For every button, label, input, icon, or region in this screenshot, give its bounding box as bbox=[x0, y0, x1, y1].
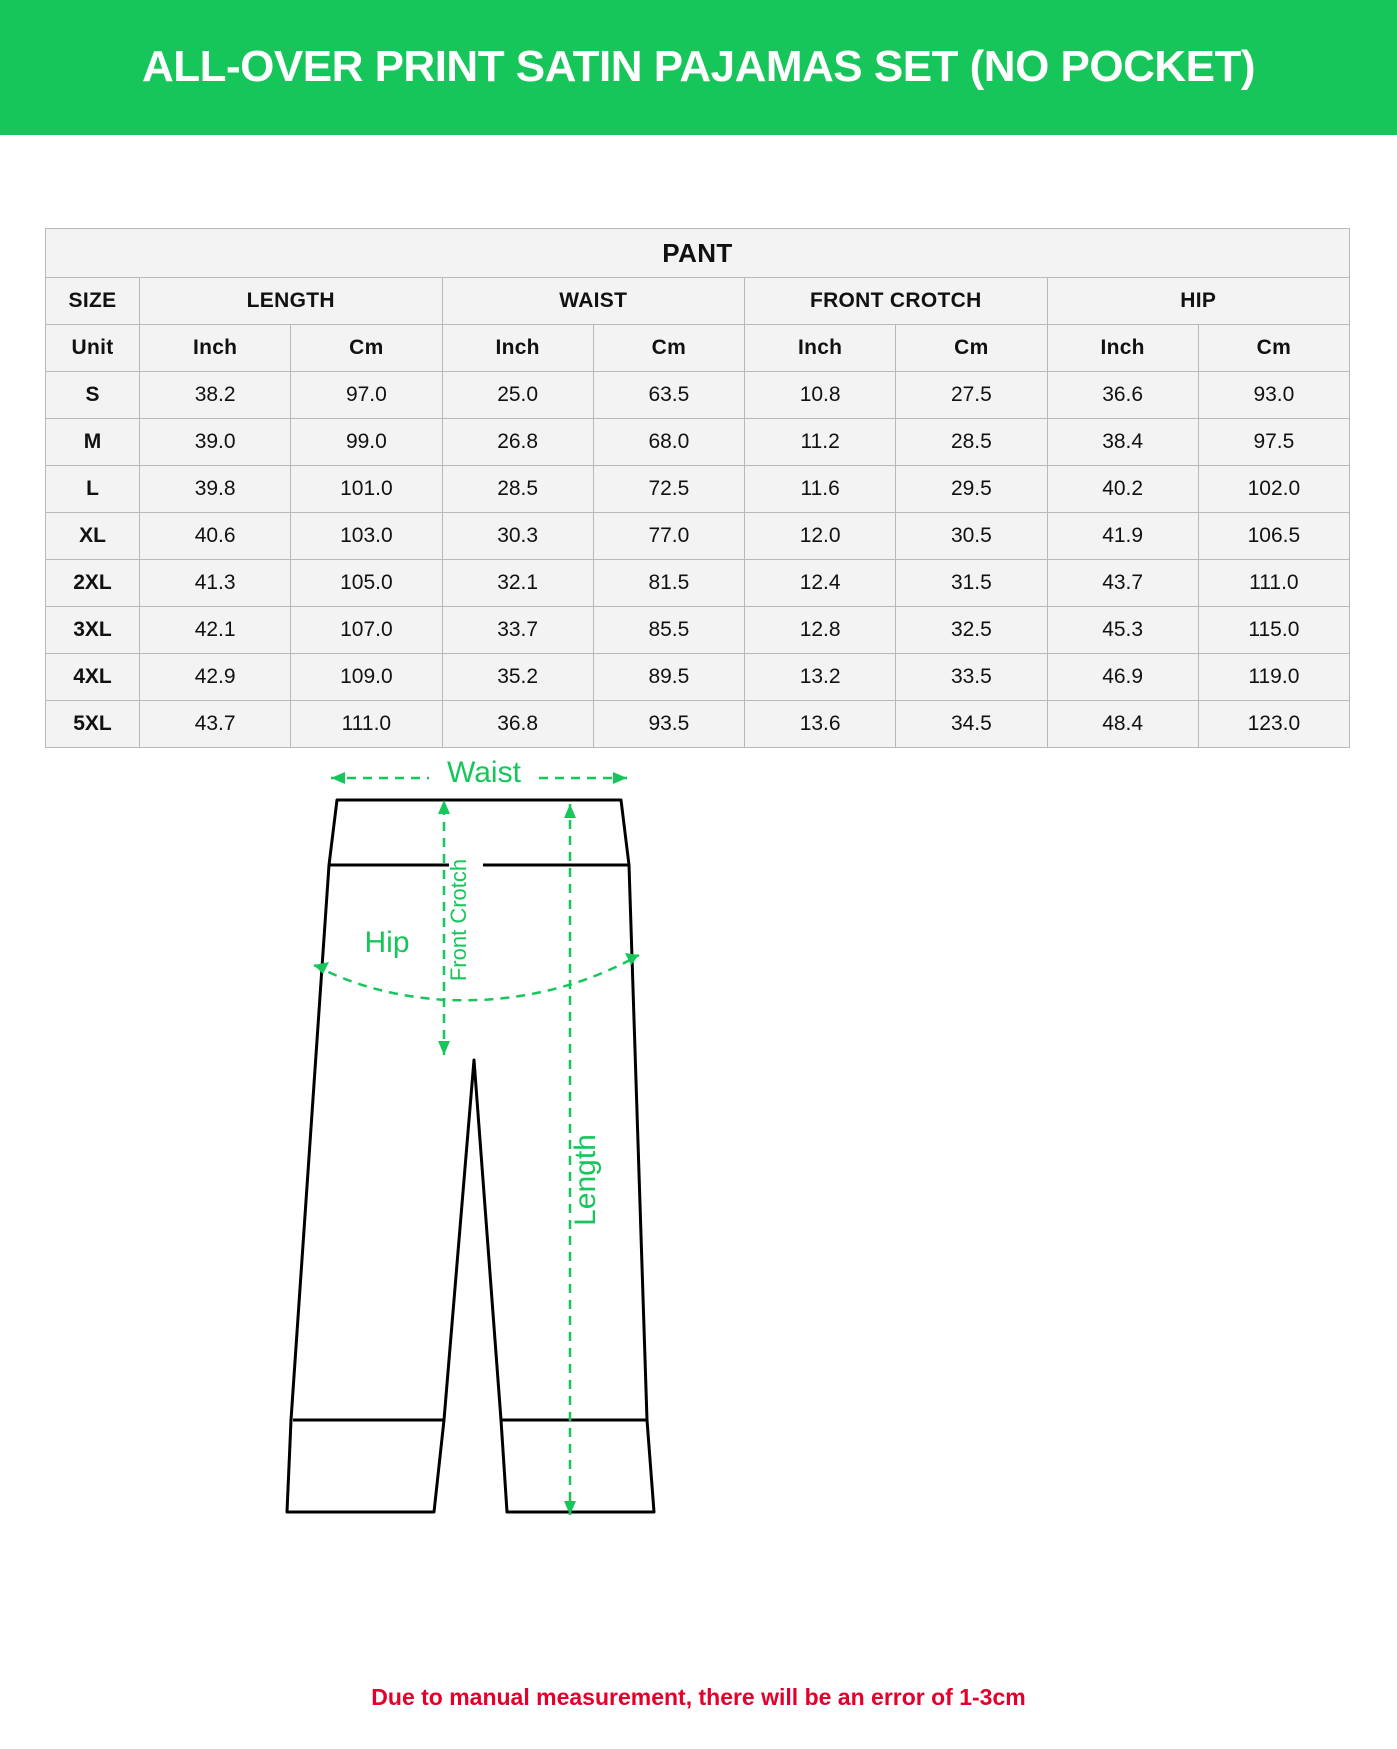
length-measure-line bbox=[564, 804, 615, 1515]
table-cell: 68.0 bbox=[593, 419, 744, 466]
table-cell: 11.2 bbox=[745, 419, 896, 466]
table-cell: 13.6 bbox=[745, 701, 896, 748]
table-row bbox=[46, 654, 1350, 701]
table-cell: 26.8 bbox=[442, 419, 593, 466]
table-cell: 28.5 bbox=[442, 466, 593, 513]
table-cell: 45.3 bbox=[1047, 607, 1198, 654]
header-group: WAIST bbox=[442, 278, 745, 325]
table-cell: 30.3 bbox=[442, 513, 593, 560]
table-cell: 106.5 bbox=[1198, 513, 1349, 560]
row-size-label: XL bbox=[46, 513, 140, 560]
length-label: Length bbox=[568, 1134, 602, 1226]
row-size-label: 2XL bbox=[46, 560, 140, 607]
table-cell: 33.5 bbox=[896, 654, 1047, 701]
table-cell: 97.5 bbox=[1198, 419, 1349, 466]
front-crotch-label: Front Crotch bbox=[445, 858, 471, 982]
header-group: LENGTH bbox=[140, 278, 443, 325]
table-cell: 123.0 bbox=[1198, 701, 1349, 748]
table-cell: 41.9 bbox=[1047, 513, 1198, 560]
header-size: SIZE bbox=[46, 278, 140, 325]
table-cell: 12.4 bbox=[745, 560, 896, 607]
table-unit-header-row bbox=[46, 325, 1350, 372]
header-unit-value: Inch bbox=[140, 325, 291, 372]
table-cell: 93.5 bbox=[593, 701, 744, 748]
header-unit-value: Inch bbox=[1047, 325, 1198, 372]
table-cell: 12.0 bbox=[745, 513, 896, 560]
hip-label: Hip bbox=[363, 926, 410, 959]
header-unit-value: Cm bbox=[896, 325, 1047, 372]
header-group: HIP bbox=[1047, 278, 1350, 325]
header-unit: Unit bbox=[46, 325, 140, 372]
table-cell: 39.0 bbox=[140, 419, 291, 466]
table-row bbox=[46, 513, 1350, 560]
table-cell: 111.0 bbox=[291, 701, 442, 748]
front-crotch-measure-line bbox=[438, 800, 483, 1055]
table-cell: 32.5 bbox=[896, 607, 1047, 654]
table-row bbox=[46, 701, 1350, 748]
table-cell: 42.9 bbox=[140, 654, 291, 701]
table-cell: 103.0 bbox=[291, 513, 442, 560]
waist-label: Waist bbox=[446, 760, 521, 789]
header-unit-value: Cm bbox=[1198, 325, 1349, 372]
table-cell: 102.0 bbox=[1198, 466, 1349, 513]
table-cell: 33.7 bbox=[442, 607, 593, 654]
row-size-label: S bbox=[46, 372, 140, 419]
header-group: FRONT CROTCH bbox=[745, 278, 1048, 325]
table-cell: 31.5 bbox=[896, 560, 1047, 607]
row-size-label: L bbox=[46, 466, 140, 513]
table-cell: 48.4 bbox=[1047, 701, 1198, 748]
table-cell: 105.0 bbox=[291, 560, 442, 607]
pant-measurement-diagram bbox=[0, 760, 1397, 1630]
table-cell: 81.5 bbox=[593, 560, 744, 607]
table-cell: 109.0 bbox=[291, 654, 442, 701]
table-cell: 25.0 bbox=[442, 372, 593, 419]
waist-measure-line bbox=[331, 760, 627, 794]
table-cell: 27.5 bbox=[896, 372, 1047, 419]
table-cell: 42.1 bbox=[140, 607, 291, 654]
table-cell: 72.5 bbox=[593, 466, 744, 513]
row-size-label: M bbox=[46, 419, 140, 466]
table-cell: 12.8 bbox=[745, 607, 896, 654]
table-category-title: PANT bbox=[46, 229, 1350, 278]
table-group-header-row bbox=[46, 278, 1350, 325]
table-cell: 40.2 bbox=[1047, 466, 1198, 513]
page-title: ALL-OVER PRINT SATIN PAJAMAS SET (NO POCKET) bbox=[141, 42, 1256, 92]
table-cell: 99.0 bbox=[291, 419, 442, 466]
table-row bbox=[46, 560, 1350, 607]
table-cell: 97.0 bbox=[291, 372, 442, 419]
table-cell: 41.3 bbox=[140, 560, 291, 607]
table-cell: 30.5 bbox=[896, 513, 1047, 560]
table-row bbox=[46, 372, 1350, 419]
table-cell: 111.0 bbox=[1198, 560, 1349, 607]
table-cell: 85.5 bbox=[593, 607, 744, 654]
table-cell: 38.2 bbox=[140, 372, 291, 419]
table-cell: 43.7 bbox=[140, 701, 291, 748]
table-cell: 46.9 bbox=[1047, 654, 1198, 701]
table-category-row bbox=[46, 229, 1350, 278]
table-cell: 28.5 bbox=[896, 419, 1047, 466]
row-size-label: 4XL bbox=[46, 654, 140, 701]
table-cell: 10.8 bbox=[745, 372, 896, 419]
header-banner bbox=[0, 0, 1397, 135]
table-cell: 63.5 bbox=[593, 372, 744, 419]
table-cell: 93.0 bbox=[1198, 372, 1349, 419]
table-cell: 115.0 bbox=[1198, 607, 1349, 654]
size-chart-table-container bbox=[45, 228, 1350, 748]
table-cell: 43.7 bbox=[1047, 560, 1198, 607]
table-cell: 38.4 bbox=[1047, 419, 1198, 466]
table-cell: 119.0 bbox=[1198, 654, 1349, 701]
table-cell: 34.5 bbox=[896, 701, 1047, 748]
table-cell: 11.6 bbox=[745, 466, 896, 513]
table-cell: 89.5 bbox=[593, 654, 744, 701]
header-unit-value: Inch bbox=[745, 325, 896, 372]
table-cell: 35.2 bbox=[442, 654, 593, 701]
table-cell: 36.6 bbox=[1047, 372, 1198, 419]
table-cell: 13.2 bbox=[745, 654, 896, 701]
header-unit-value: Cm bbox=[593, 325, 744, 372]
table-cell: 29.5 bbox=[896, 466, 1047, 513]
table-row bbox=[46, 419, 1350, 466]
table-row bbox=[46, 466, 1350, 513]
size-chart-table bbox=[45, 228, 1350, 748]
table-cell: 101.0 bbox=[291, 466, 442, 513]
header-unit-value: Inch bbox=[442, 325, 593, 372]
header-unit-value: Cm bbox=[291, 325, 442, 372]
measurement-disclaimer: Due to manual measurement, there will be an error of 1-3cm bbox=[371, 1684, 1026, 1710]
row-size-label: 5XL bbox=[46, 701, 140, 748]
table-cell: 77.0 bbox=[593, 513, 744, 560]
table-row bbox=[46, 607, 1350, 654]
row-size-label: 3XL bbox=[46, 607, 140, 654]
table-cell: 107.0 bbox=[291, 607, 442, 654]
table-cell: 36.8 bbox=[442, 701, 593, 748]
table-cell: 32.1 bbox=[442, 560, 593, 607]
table-cell: 40.6 bbox=[140, 513, 291, 560]
table-cell: 39.8 bbox=[140, 466, 291, 513]
